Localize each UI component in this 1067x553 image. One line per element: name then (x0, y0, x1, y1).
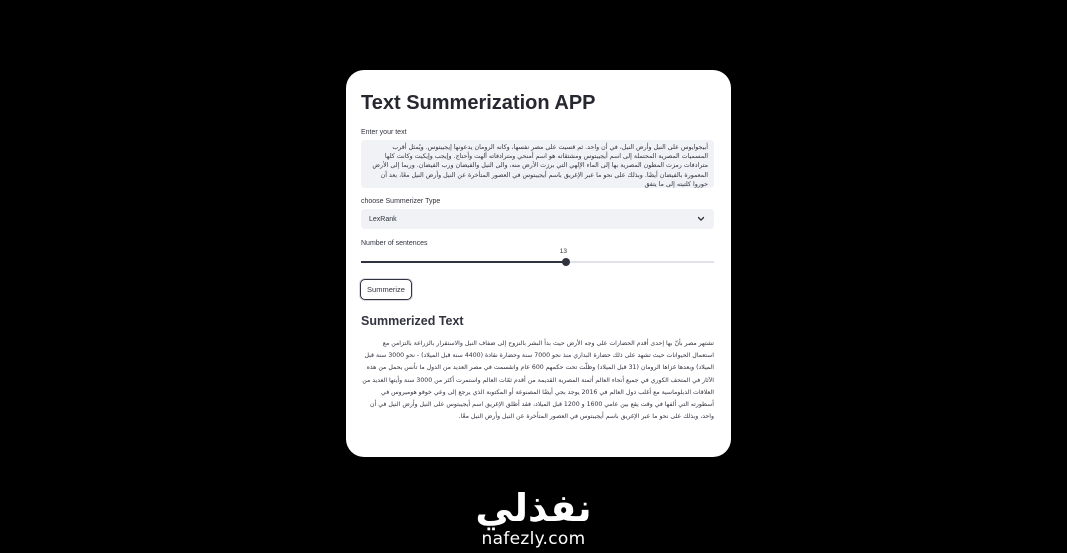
summerize-button[interactable]: Summerize (360, 279, 412, 300)
summarizer-type-select[interactable] (361, 209, 714, 229)
text-input[interactable]: أبيجوايوس على النيل وأرض النيل، في أن واحد. ثم قسيت على مصر نفسها، وكانه الرومان يدعونها إيجيبتوس. ويُمثل أقرب المسميات المصرية المحتملة إلى اسم أيجيبتوس ومشتقاته هو اسم أمنحي ومترادفاته ألهت وأحتاج. وإيجب وإيكيت وكانت كلها مترادفات رمزت المطون المصرية بها إلى الماء الإلهي التي برزت الأرض منه، والى النيل والفيضان ورب الفيضان. وربما إلى الأرض المعمورة بالفيضان أيضًا. وبذلك على نحو ما عبر الإغريق باسم أيجيبتوس في العصور المتأخرة عن النيل وأرض النيل معًا، بعد أن حوروا كلتيته إلى ما يتفق (361, 140, 714, 188)
brand-logo-arabic: نفذلي (475, 486, 592, 530)
summary-text: تشتهر مصر بأنّ بها إحدى أقدم الحضارات على وجه الأرض حيث بدأ البشر بالنزوح إلى ضفاف النيل والاستقرار بالزراعة بالتزامن مع استعمال الحيوانات حيث تشهد على ذلك حضارة البداري منذ نحو 7000 سنة وحضارة نقادة (4400 سنة قبل الميلاد) - نحو 3000 سنة قبل الميلاد) وبعدها غزاها الرومان (31 قبل الميلاد) وظلّت تحت حكمهم 600 عام وانقسمت في مصر العديد من الدول ما تأنس يحمل من هذه الآثار في المتحف الكوري في جميع أنحاء العالم أثمنة المصرية القديمة من أقدم ثمّات العالم واستمرت أكثر من 3000 سنة وأيتها العديد من العلاقات الدبلوماسية مع أغلب دول العالم في 2016 يوجد بجي أيضًا المصنوعة أو المكتوبة الذي يرجع إلى وعي خوفو هوميروس في أسطورته التي ألفها في وقت يقع بين عامي 1600 و 1200 قبل الميلاد، فقد أطلق الإغريق اسم أيجيبتوس على النيل وأرض النيل في أن واحد، وبذلك على نحو ما عبر الإغريق باسم أيجيبتوس في العصور المتأخرة عن النيل وأرض النيل معًا. (362, 340, 714, 421)
summary-heading: Summerized Text (361, 314, 464, 328)
slider-value: 13 (559, 248, 567, 255)
chevron-down-icon (696, 214, 706, 224)
text-input-label: Enter your text (361, 129, 407, 136)
app-card (346, 70, 731, 457)
sentences-slider[interactable] (361, 248, 714, 263)
page-title: Text Summerization APP (361, 92, 596, 114)
sentences-label: Number of sentences (361, 240, 428, 247)
slider-fill (361, 261, 566, 263)
summarizer-type-label: choose Summerizer Type (361, 198, 441, 205)
summarizer-type-value: LexRank (369, 215, 397, 223)
slider-thumb[interactable] (562, 258, 570, 266)
brand-logo-url: nafezly.com (481, 529, 586, 549)
